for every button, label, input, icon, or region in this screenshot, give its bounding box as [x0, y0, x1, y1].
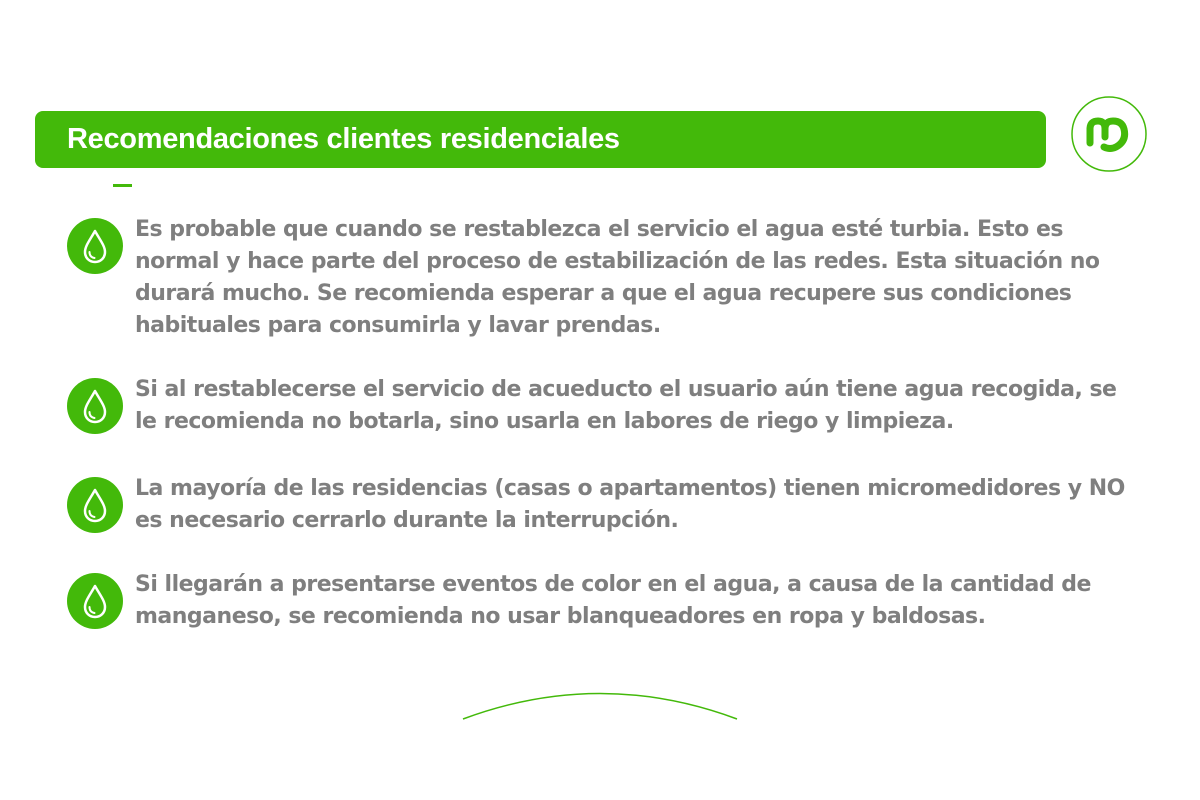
- water-drop-icon: [66, 572, 124, 630]
- page-title: Recomendaciones clientes residenciales: [67, 123, 620, 155]
- recommendation-text: Es probable que cuando se restablezca el servicio el agua esté turbia. Esto es normal y hace parte del proceso de estabilización de las redes. Esta situación no durará mucho. Se recomienda esperar a que el agua recupere sus condiciones habituales para consumirla y lavar prendas.: [135, 217, 1100, 338]
- header-bar: [35, 111, 1046, 168]
- water-drop-icon: [66, 377, 124, 435]
- recommendation-text: Si al restablecerse el servicio de acueducto el usuario aún tiene agua recogida, se le recomienda no botarla, sino usarla en labores de riego y limpieza.: [135, 377, 1117, 434]
- decorative-arc: [460, 680, 740, 722]
- m-logo-icon: [1070, 95, 1148, 173]
- water-drop-icon: [66, 476, 124, 534]
- recommendation-text: La mayoría de las residencias (casas o apartamentos) tienen micromedidores y NO es necesario cerrarlo durante la interrupción.: [135, 476, 1125, 533]
- accent-dash: [113, 184, 132, 187]
- recommendation-text: Si llegarán a presentarse eventos de color en el agua, a causa de la cantidad de manganeso, se recomienda no usar blanqueadores en ropa y baldosas.: [135, 572, 1091, 629]
- water-drop-icon: [66, 217, 124, 275]
